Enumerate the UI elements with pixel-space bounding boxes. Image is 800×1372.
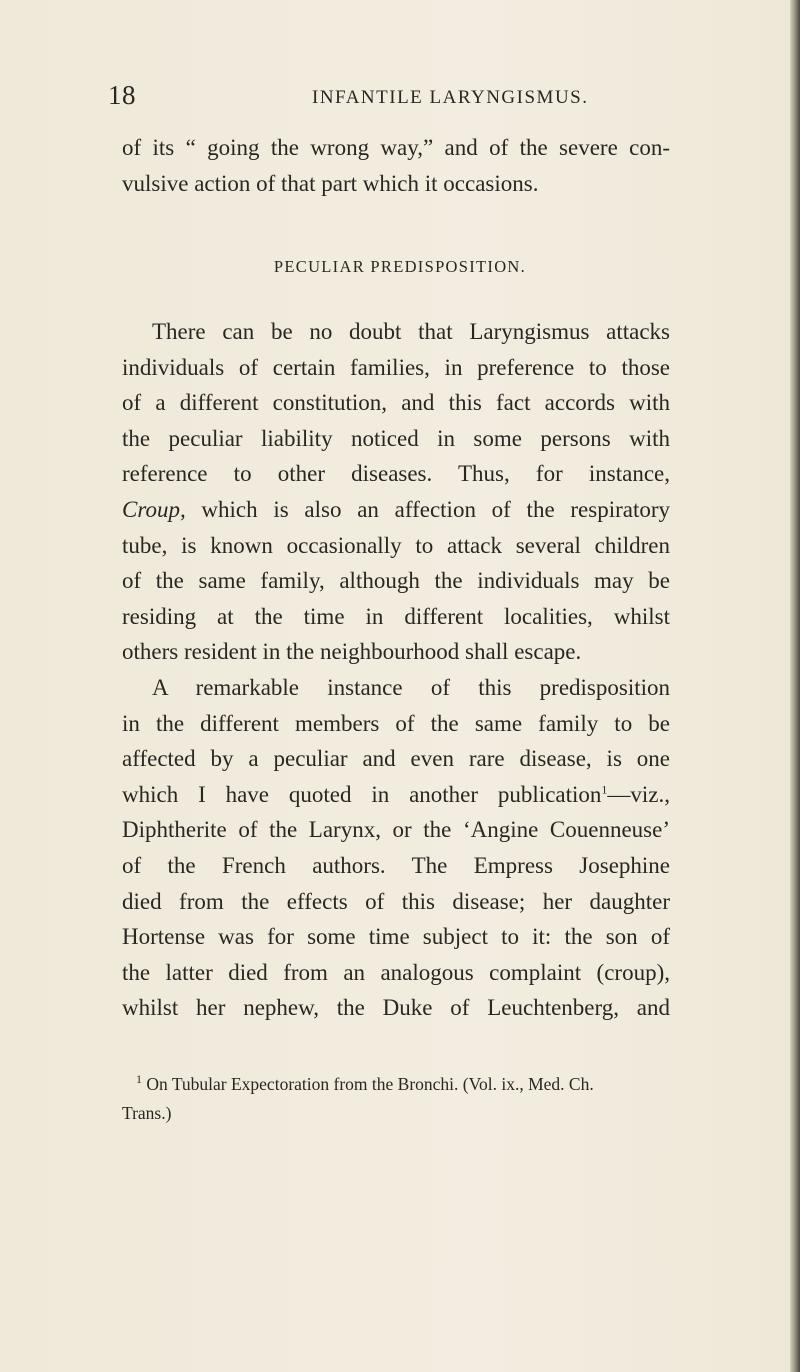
text-line: Hortense was for some time subject to it: the son of [122,924,670,950]
page-header [108,80,668,116]
text-line: affected by a peculiar and even rare disease, is one [122,746,670,772]
page-edge-shadow [790,0,800,1372]
text-line [122,777,670,813]
text-line: residing at the time in different localities, whilst [122,603,670,629]
continuation-paragraph [122,130,670,201]
text-line: Diphtherite of the Larynx, or the ‘Angine Couenneuse’ [122,817,670,843]
text-line: individuals of certain families, in preference to those [122,354,670,380]
paragraph-predisposition [122,314,670,670]
footnote-reference: 1 [601,782,608,797]
footnote-line: Trans.) [122,1103,172,1123]
italic-term-croup: Croup, [122,496,186,522]
text-fragment: which I have quoted in another publication [122,781,602,807]
page-number: 18 [108,80,136,110]
text-line: reference to other diseases. Thus, for instance, [122,461,670,487]
text-line: died from the effects of this disease; her daughter [122,888,670,914]
footnote-mark: 1 [136,1072,142,1087]
text-line: the peculiar liability noticed in some persons with [122,425,670,451]
text-line: vulsive action of that part which it occasions. [122,170,539,196]
footnote [122,1070,670,1128]
text-line [122,492,670,528]
text-line: of the French authors. The Empress Josephine [122,852,670,878]
text-line: whilst her nephew, the Duke of Leuchtenberg, and [122,995,670,1021]
text-line: There can be no doubt that Laryngismus attacks [152,319,670,344]
text-line: A remarkable instance of this predisposition [152,675,670,700]
text-line: in the different members of the same family to be [122,710,670,736]
running-head: INFANTILE LARYNGISMUS. [312,87,589,108]
text-fragment: —viz., [607,781,670,807]
text-line: of a different constitution, and this fact accords with [122,390,670,416]
text-fragment: which is also an affection of the respiratory [185,496,670,522]
text-line: others resident in the neighbourhood shall escape. [122,639,582,665]
section-heading: PECULIAR PREDISPOSITION. [273,257,527,276]
text-line: the latter died from an analogous complaint (croup), [122,959,670,985]
text-line: of its “ going the wrong way,” and of the severe con- [122,135,670,160]
paragraph-instance [122,670,670,1026]
text-line: tube, is known occasionally to attack several children [122,532,670,558]
text-line: of the same family, although the individuals may be [122,568,670,594]
footnote-line [122,1070,670,1099]
text-fragment: On Tubular Expectoration from the Bronchi. (Vol. ix., Med. Ch. [146,1074,594,1094]
